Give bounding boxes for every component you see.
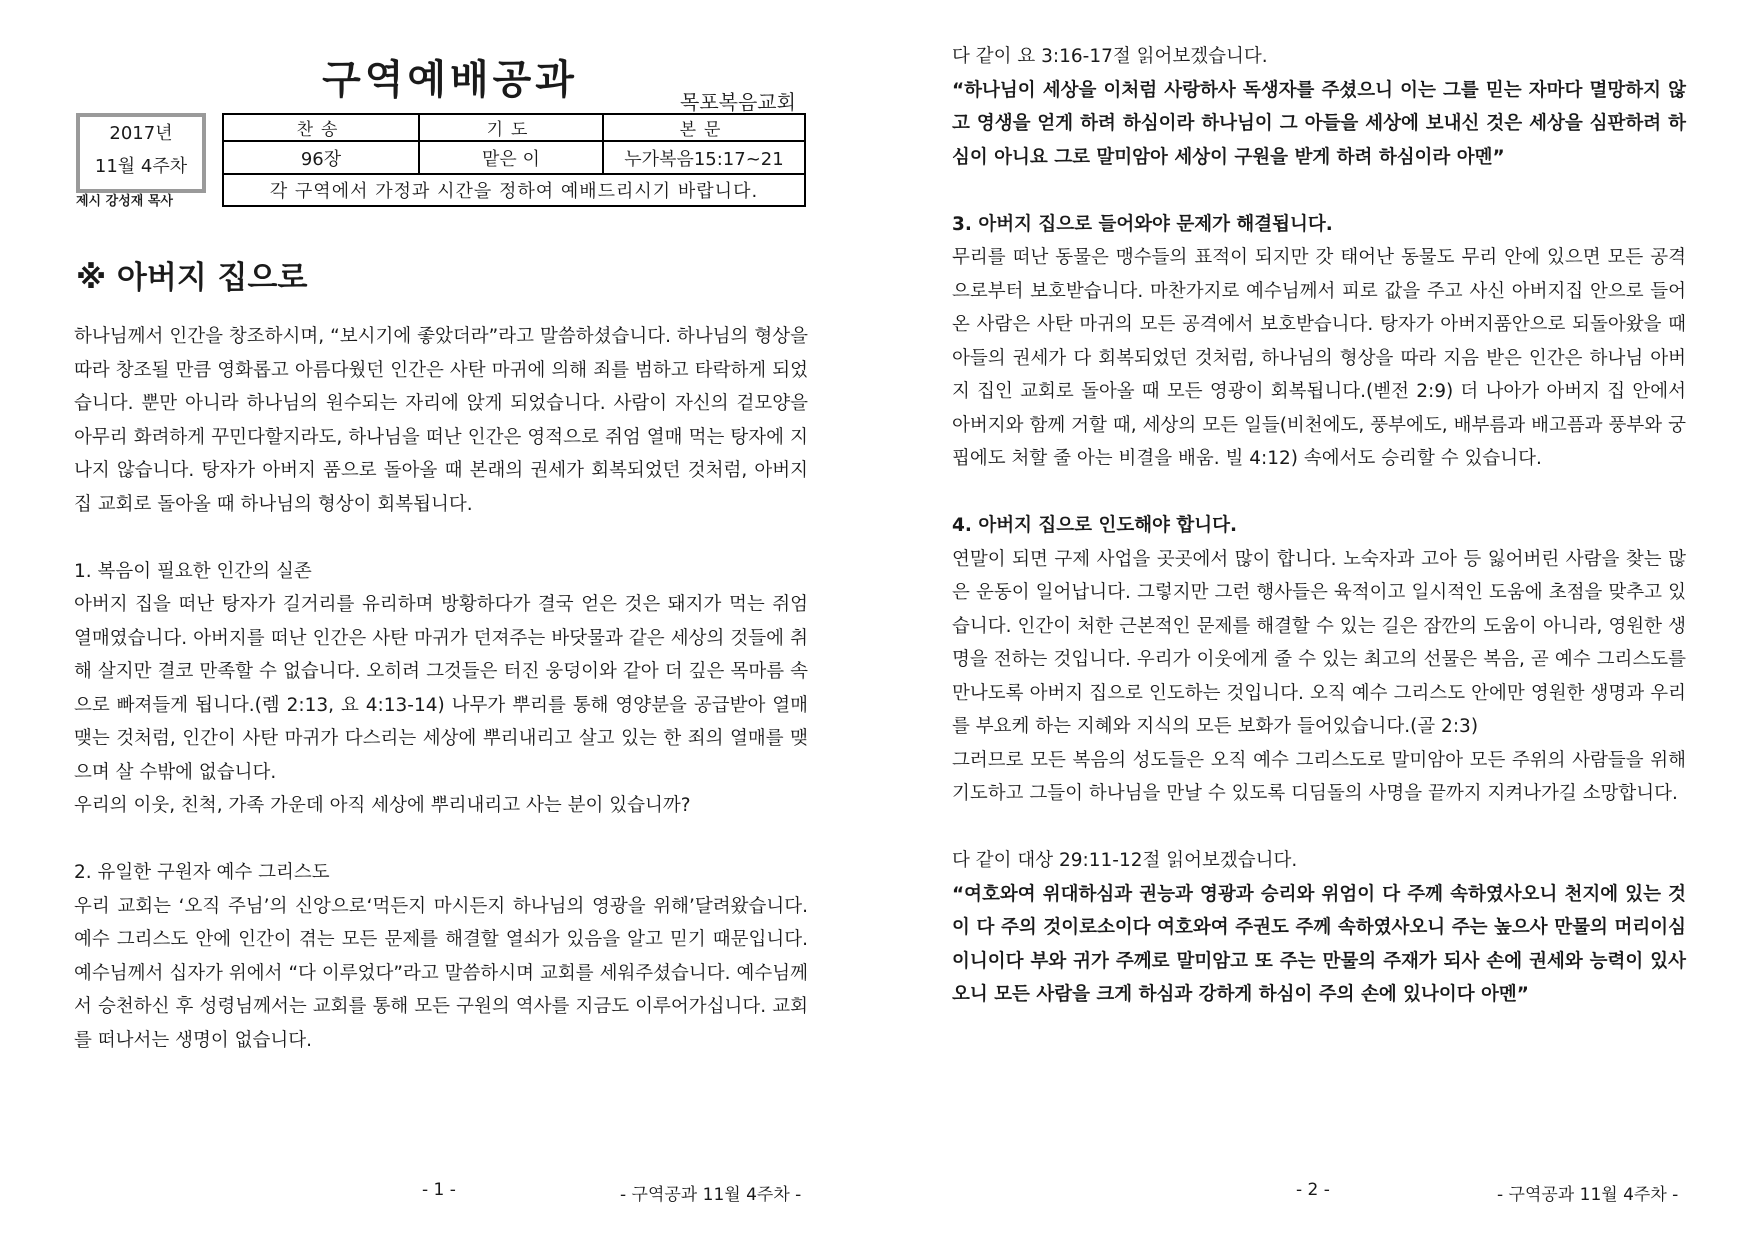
section-4-heading: 4. 아버지 집으로 인도해야 합니다. bbox=[952, 515, 1238, 536]
section-1-heading: 1. 복음이 필요한 인간의 실존 bbox=[74, 560, 312, 582]
worship-notice: 각 구역에서 가정과 시간을 정하여 예배드리시기 바랍니다. bbox=[223, 174, 805, 206]
page-number-2: - 2 - bbox=[1296, 1180, 1330, 1200]
page-footer-2: - 구역공과 11월 4주차 - bbox=[1497, 1185, 1679, 1205]
intro-paragraph: 하나님께서 인간을 창조하시며, “보시기에 좋았더라”라고 말씀하셨습니다. 하나님의 형상을 따라 창조될 만큼 영화롭고 아름다웠던 인간은 사탄 마귀에 의해 죄를 범하고 타락하게 되었습니다. 뿐만 아니라 하나님의 원수되는 자리에 앉게 되었습니다. 사람이 자신의 겉모양을 아무리 화려하게 꾸민다할지라도, 하나님을 떠난 인간은 영적으로 쥐엄 열매 먹는 탕자에 지나지 않습니다. 탕자가 아버지 품으로 돌아올 때 본래의 권세가 회복되었던 것처럼, 아버지 집 교회로 돌아올 때 하나님의 형상이 회복됩니다. bbox=[74, 326, 808, 515]
section-1-body: 아버지 집을 떠난 탕자가 길거리를 유리하며 방황하다가 결국 얻은 것은 돼지가 먹는 쥐엄 열매였습니다. 아버지를 떠난 인간은 사탄 마귀가 던져주는 바닷물과 같은 세상의 것들에 취해 살지만 결코 만족할 수 없습니다. 오히려 그것들은 터진 웅덩이와 같아 더 깊은 목마름 속으로 빠져들게 됩니다.(렘 2:13, 요 4:13-14) 나무가 뿌리를 통해 영양분을 공급받아 열매 맺는 것처럼, 인간이 사탄 마귀가 다스리는 세상에 뿌리내리고 살고 있는 한 죄의 열매를 맺으며 살 수밖에 없습니다. bbox=[74, 594, 808, 783]
church-name: 목포복음교회 bbox=[680, 90, 796, 114]
hymn-value: 96장 bbox=[223, 141, 419, 174]
pastor-label: 제시 강성재 목사 bbox=[76, 194, 173, 209]
reading-1-verse: “하나님이 세상을 이처럼 사랑하사 독생자를 주셨으니 이는 그를 믿는 자마다 멸망하지 않고 영생을 얻게 하려 하심이라 하나님이 그 아들을 세상에 보내신 것은 세상을 심판하려 하심이 아니요 그로 말미암아 세상이 구원을 받게 하려 하심이라 아멘” bbox=[952, 79, 1686, 168]
reading-2-verse: “여호와여 위대하심과 권능과 영광과 승리와 위엄이 다 주께 속하였사오니 천지에 있는 것이 다 주의 것이로소이다 여호와여 주권도 주께 속하였사오니 주는 높으사 만물의 머리이심이니이다 부와 귀가 주께로 말미암고 또 주는 만물의 주재가 되사 손에 권세와 능력이 있사오니 모든 사람을 크게 하심과 강하게 하심이 주의 손에 있나이다 아멘” bbox=[952, 883, 1686, 1005]
left-body bbox=[74, 320, 808, 1057]
prayer-value: 맡은 이 bbox=[419, 141, 603, 174]
page-title: 구역예배공과 bbox=[322, 57, 578, 103]
right-body bbox=[952, 40, 1686, 1012]
page-number: - 1 - bbox=[422, 1180, 456, 1200]
date-year: 2017년 bbox=[109, 123, 173, 144]
section-4-body: 연말이 되면 구제 사업을 곳곳에서 많이 합니다. 노숙자과 고아 등 잃어버린 사람을 찾는 많은 운동이 일어납니다. 그렇지만 그런 행사들은 육적이고 일시적인 도움에 초점을 맞추고 있습니다. 인간이 처한 근본적인 문제를 해결할 수 있는 길은 잠깐의 도움이 아니라, 영원한 생명을 전하는 것입니다. 우리가 이웃에게 줄 수 있는 최고의 선물은 복음, 곧 예수 그리스도를 만나도록 아버지 집으로 인도하는 것입니다. 오직 예수 그리스도 안에만 영원한 생명과 우리를 부요케 하는 지혜와 지식의 모든 보화가 들어있습니다.(골 2:3) bbox=[952, 548, 1686, 737]
scripture-value: 누가복음15:17~21 bbox=[603, 141, 805, 174]
section-2-body: 우리 교회는 ‘오직 주님’의 신앙으로‘먹든지 마시든지 하나님의 영광을 위해’달려왔습니다. 예수 그리스도 안에 인간이 겪는 모든 문제를 해결할 열쇠가 있음을 알고 믿기 때문입니다. 예수님께서 십자가 위에서 “다 이루었다”라고 말씀하시며 교회를 세워주셨습니다. 예수님께서 승천하신 후 성령님께서는 교회를 통해 모든 구원의 역사를 지금도 이루어가십니다. 교회를 떠나서는 생명이 없습니다. bbox=[74, 895, 808, 1051]
section-2-heading: 2. 유일한 구원자 예수 그리스도 bbox=[74, 862, 330, 883]
section-4-body-2: 그러므로 모든 복음의 성도들은 오직 예수 그리스도로 말미암아 모든 주위의 사람들을 위해 기도하고 그들이 하나님을 만날 수 있도록 디딤돌의 사명을 끝까지 지켜나가길 소망합니다. bbox=[952, 749, 1686, 804]
hymn-header: 찬송 bbox=[223, 114, 419, 141]
date-box bbox=[76, 113, 206, 193]
section-3-heading: 3. 아버지 집으로 들어와야 문제가 해결됩니다. bbox=[952, 213, 1333, 235]
scripture-header: 본문 bbox=[603, 114, 805, 141]
section-title: ※ 아버지 집으로 bbox=[76, 260, 308, 296]
page-footer: - 구역공과 11월 4주차 - bbox=[620, 1185, 802, 1205]
reading-2-intro: 다 같이 대상 29:11-12절 읽어보겠습니다. bbox=[952, 850, 1298, 871]
section-1-question: 우리의 이웃, 친척, 가족 가운데 아직 세상에 뿌리내리고 사는 분이 있습니까? bbox=[74, 795, 691, 816]
reading-1-intro: 다 같이 요 3:16-17절 읽어보겠습니다. bbox=[952, 46, 1268, 67]
section-3-body: 무리를 떠난 동물은 맹수들의 표적이 되지만 갓 태어난 동물도 무리 안에 있으면 모든 공격으로부터 보호받습니다. 마찬가지로 예수님께서 피로 값을 주고 사신 아버지집 안으로 들어온 사람은 사탄 마귀의 모든 공격에서 보호받습니다. 탕자가 아버지품안으로 되돌아왔을 때 아들의 권세가 다 회복되었던 것처럼, 하나님의 형상을 따라 지음 받은 인간은 하나님 아버지 집인 교회로 돌아올 때 모든 영광이 회복됩니다.(벧전 2:9) 더 나아가 아버지 집 안에서 아버지와 함께 거할 때, 세상의 모든 일들(비천에도, 풍부에도, 배부름과 배고픔과 풍부와 궁핍에도 처할 줄 아는 비결을 배움. 빌 4:12) 속에서도 승리할 수 있습니다. bbox=[952, 247, 1686, 469]
date-week: 11월 4주차 bbox=[94, 156, 188, 177]
prayer-header: 기도 bbox=[419, 114, 603, 141]
worship-info-table bbox=[222, 113, 806, 207]
